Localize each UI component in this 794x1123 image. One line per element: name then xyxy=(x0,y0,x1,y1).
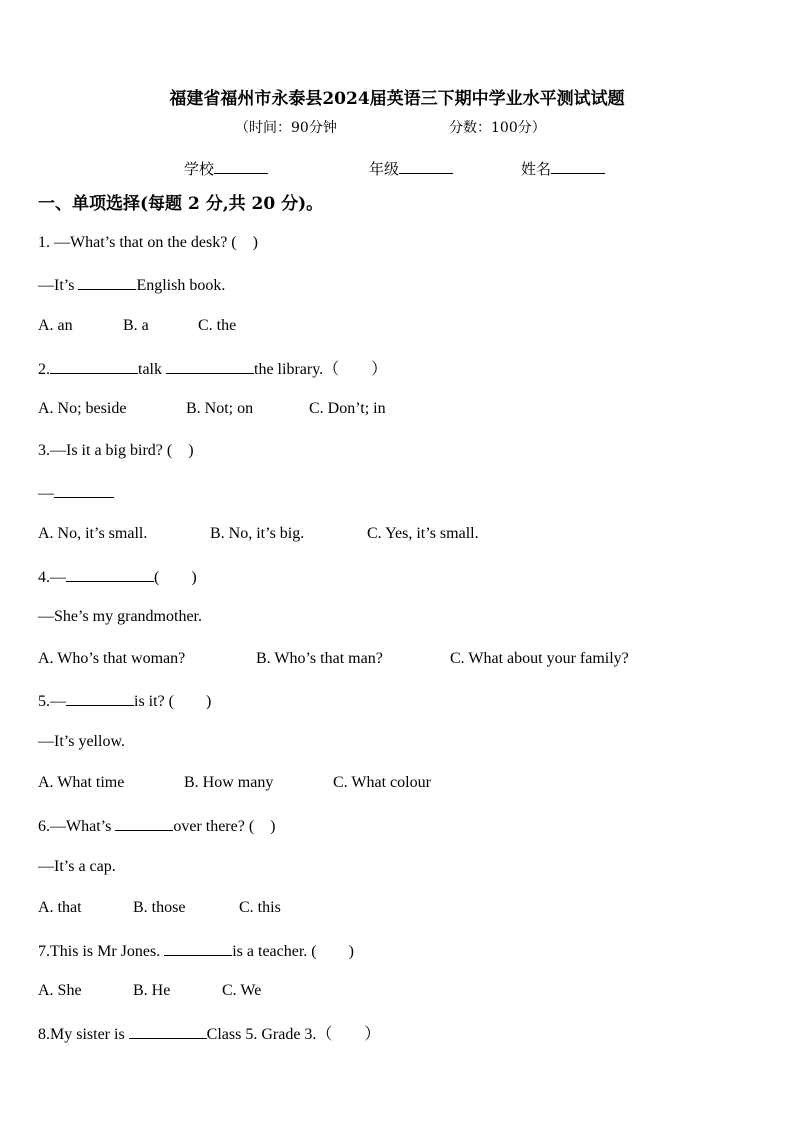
question-6-stem xyxy=(38,815,276,837)
question-1-answer-line xyxy=(38,274,225,296)
option-c[interactable]: C. What colour xyxy=(333,774,431,791)
option-c[interactable]: C. Don’t; in xyxy=(309,400,386,417)
question-6-end: over there? ( ) xyxy=(173,818,276,835)
option-b[interactable]: B. No, it’s big. xyxy=(210,525,305,542)
question-3-stem: 3.—Is it a big bird? ( ) xyxy=(38,442,194,459)
exam-time: （时间：90分钟 xyxy=(235,120,337,136)
option-b[interactable]: B. those xyxy=(133,899,186,916)
option-a[interactable]: A. What time xyxy=(38,774,125,791)
question-5-answer-line: —It’s yellow. xyxy=(38,733,125,750)
question-6-number: 6.—What’s xyxy=(38,818,112,835)
question-4-end: ( ) xyxy=(154,569,197,586)
section-heading: 一、单项选择(每题 2 分,共 20 分)。 xyxy=(38,194,324,214)
option-b[interactable]: B. How many xyxy=(184,774,274,791)
question-8-blank[interactable] xyxy=(129,1023,207,1039)
question-7-end: is a teacher. ( ) xyxy=(232,943,354,960)
exam-score: 分数：100分） xyxy=(449,120,546,136)
page-title: 福建省福州市永泰县2024届英语三下期中学业水平测试试题 xyxy=(169,89,625,109)
question-1-blank[interactable] xyxy=(78,274,136,290)
question-1-text-a: —It’s xyxy=(38,277,75,294)
grade-field xyxy=(369,158,453,179)
grade-blank[interactable] xyxy=(399,159,453,174)
question-1-stem: 1. —What’s that on the desk? ( ) xyxy=(38,234,258,251)
question-7-number: 7.This is Mr Jones. xyxy=(38,943,161,960)
question-2-blank-2[interactable] xyxy=(166,358,254,374)
option-a[interactable]: A. Who’s that woman? xyxy=(38,650,186,667)
school-field xyxy=(184,158,268,179)
question-4-stem xyxy=(38,566,197,588)
question-8-end: Class 5. Grade 3.（ ） xyxy=(206,1026,381,1043)
question-7-blank[interactable] xyxy=(164,940,232,956)
option-a[interactable]: A. No, it’s small. xyxy=(38,525,148,542)
question-3-blank[interactable] xyxy=(54,482,114,498)
option-a[interactable]: A. an xyxy=(38,317,73,334)
question-2-number: 2. xyxy=(38,361,50,378)
question-4-blank[interactable] xyxy=(66,566,154,582)
option-b[interactable]: B. a xyxy=(123,317,149,334)
option-a[interactable]: A. She xyxy=(38,982,82,999)
question-5-stem xyxy=(38,690,211,712)
question-8-stem xyxy=(38,1023,380,1045)
question-1-text-b: English book. xyxy=(136,277,226,294)
question-5-blank[interactable] xyxy=(66,690,134,706)
option-c[interactable]: C. We xyxy=(222,982,262,999)
question-2-stem xyxy=(38,358,387,380)
question-6-blank[interactable] xyxy=(115,815,173,831)
question-2-blank-1[interactable] xyxy=(50,358,138,374)
option-c[interactable]: C. this xyxy=(239,899,281,916)
question-3-answer-line xyxy=(38,482,114,504)
question-6-answer-line: —It’s a cap. xyxy=(38,858,116,875)
option-c[interactable]: C. the xyxy=(198,317,237,334)
question-4-number: 4.— xyxy=(38,569,66,586)
option-a[interactable]: A. No; beside xyxy=(38,400,127,417)
option-b[interactable]: B. Who’s that man? xyxy=(256,650,383,667)
question-5-number: 5.— xyxy=(38,693,66,710)
question-2-end: the library.（ ） xyxy=(254,361,388,378)
question-4-answer-line: —She’s my grandmother. xyxy=(38,608,202,625)
option-b[interactable]: B. He xyxy=(133,982,171,999)
school-blank[interactable] xyxy=(214,159,268,174)
option-b[interactable]: B. Not; on xyxy=(186,400,254,417)
option-a[interactable]: A. that xyxy=(38,899,82,916)
name-blank[interactable] xyxy=(551,159,605,174)
option-c[interactable]: C. What about your family? xyxy=(450,650,629,667)
question-7-stem xyxy=(38,940,354,962)
question-2-mid: talk xyxy=(138,361,162,378)
grade-label: 年级 xyxy=(369,160,400,178)
question-5-end: is it? ( ) xyxy=(134,693,212,710)
name-field xyxy=(521,158,605,179)
name-label: 姓名 xyxy=(521,160,552,178)
question-3-dash: — xyxy=(38,485,54,502)
school-label: 学校 xyxy=(184,160,215,178)
question-8-number: 8.My sister is xyxy=(38,1026,125,1043)
option-c[interactable]: C. Yes, it’s small. xyxy=(367,525,479,542)
